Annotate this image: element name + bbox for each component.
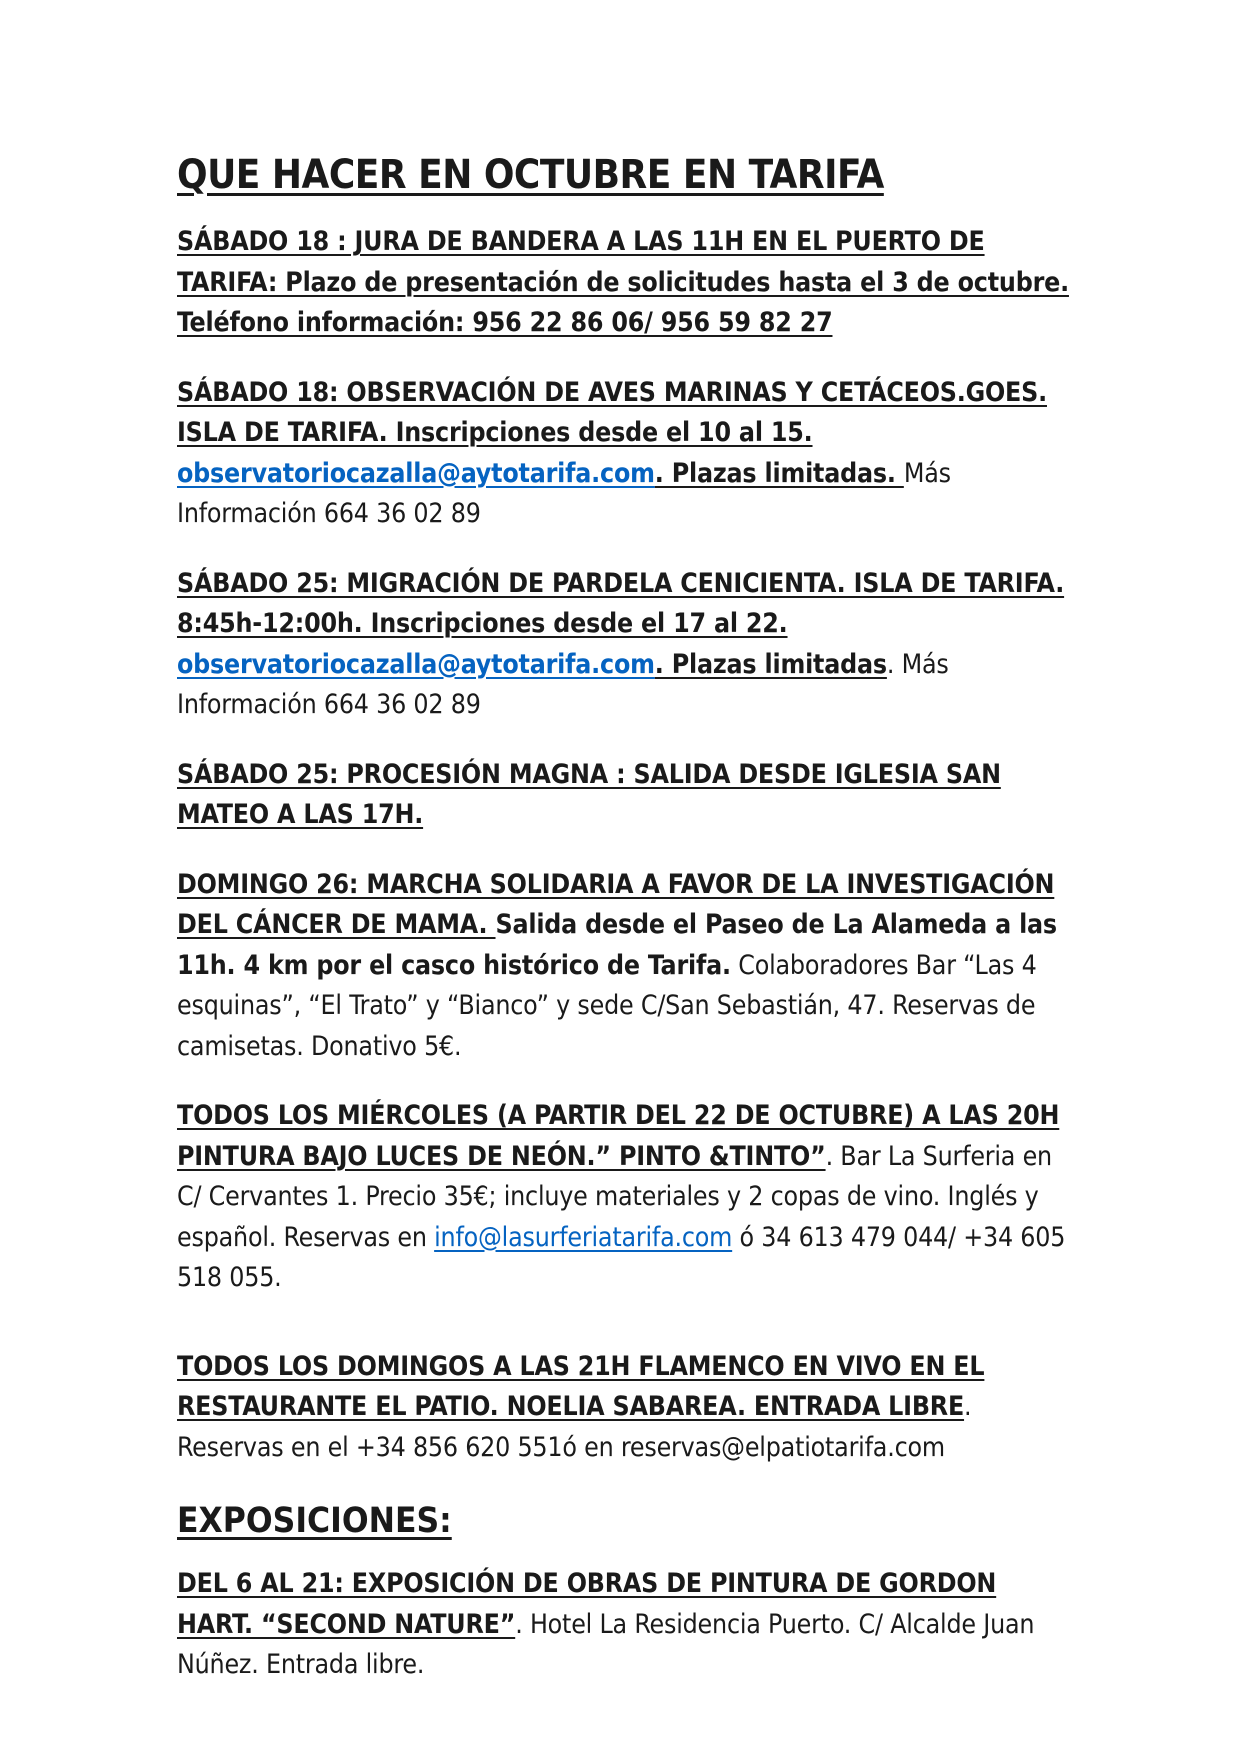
- event-migracion-pardela: [177, 564, 1077, 726]
- document-page: [177, 150, 1077, 1715]
- event-heading: DOMINGO 26: MARCHA SOLIDARIA A FAVOR DE LA INVESTIGACIÓN DEL CÁNCER DE MAMA.: [177, 868, 1055, 940]
- event-bold-details: Salida desde el Paseo de La Alameda a las 11h. 4 km por el casco histórico de Tarifa.: [177, 909, 1057, 981]
- event-heading: SÁBADO 25: PROCESIÓN MAGNA : SALIDA DESDE IGLESIA SAN MATEO A LAS 17H.: [177, 758, 1001, 830]
- email-link[interactable]: observatoriocazalla@aytotarifa.com: [177, 457, 655, 489]
- event-pinto-tinto: [177, 1096, 1077, 1299]
- event-heading: TODOS LOS MIÉRCOLES (A PARTIR DEL 22 DE OCTUBRE) A LAS 20H PINTURA BAJO LUCES DE NEÓN.” PINTO &TINTO”: [177, 1100, 1060, 1172]
- event-phone: ó 34 613 479 044/ +34 605 518 055.: [177, 1221, 1066, 1293]
- exhibition-heading: DEL 6 AL 21: EXPOSICIÓN DE OBRAS DE PINTURA DE GORDON HART. “SECOND NATURE”: [177, 1568, 997, 1640]
- email-link[interactable]: observatoriocazalla@aytotarifa.com: [177, 648, 655, 680]
- event-info: Colaboradores Bar “Las 4 esquinas”, “El Trato” y “Bianco” y sede C/San Sebastián, 47. Reservas de camisetas. Donativo 5€.: [177, 949, 1037, 1062]
- event-info: Más Información 664 36 02 89: [177, 457, 951, 529]
- event-procesion-magna: [177, 755, 1077, 836]
- event-info: . Reservas en el +34 856 620 551ó en reservas@elpatiotarifa.com: [177, 1391, 972, 1463]
- event-heading: TODOS LOS DOMINGOS A LAS 21H FLAMENCO EN VIVO EN EL RESTAURANTE EL PATIO. NOELIA SABAREA. ENTRADA LIBRE: [177, 1350, 985, 1422]
- email-link[interactable]: info@lasurferiatarifa.com: [434, 1221, 733, 1253]
- page-title: QUE HACER EN OCTUBRE EN TARIFA: [177, 152, 884, 198]
- event-note: . Plazas limitadas.: [654, 457, 904, 489]
- event-jura-bandera: [177, 222, 1077, 344]
- exhibition-second-nature: [177, 1564, 1077, 1686]
- event-note: . Plazas limitadas: [654, 648, 887, 680]
- event-info: . Más Información 664 36 02 89: [177, 648, 949, 720]
- event-heading: SÁBADO 25: MIGRACIÓN DE PARDELA CENICIENTA. ISLA DE TARIFA. 8:45h-12:00h. Inscripciones desde el 17 al 22.: [177, 567, 1065, 639]
- exhibitions-heading: EXPOSICIONES:: [177, 1501, 452, 1541]
- event-flamenco: [177, 1347, 1077, 1469]
- event-marcha-solidaria: [177, 865, 1077, 1068]
- event-heading: SÁBADO 18: OBSERVACIÓN DE AVES MARINAS Y CETÁCEOS.GOES. ISLA DE TARIFA. Inscripciones desde el 10 al 15.: [177, 376, 1047, 448]
- event-heading: SÁBADO 18 : JURA DE BANDERA A LAS 11H EN EL PUERTO DE TARIFA: Plazo de presentación de solicitudes hasta el 3 de octubre. Teléfono información: 956 22 86 06/ 956 59 82 27: [177, 226, 1069, 338]
- exhibition-info: . Hotel La Residencia Puerto. C/ Alcalde Juan Núñez. Entrada libre.: [177, 1608, 1035, 1680]
- event-observacion-aves: [177, 373, 1077, 535]
- event-info: . Bar La Surferia en C/ Cervantes 1. Precio 35€; incluye materiales y 2 copas de vino. Inglés y español. Reservas en: [177, 1140, 1052, 1253]
